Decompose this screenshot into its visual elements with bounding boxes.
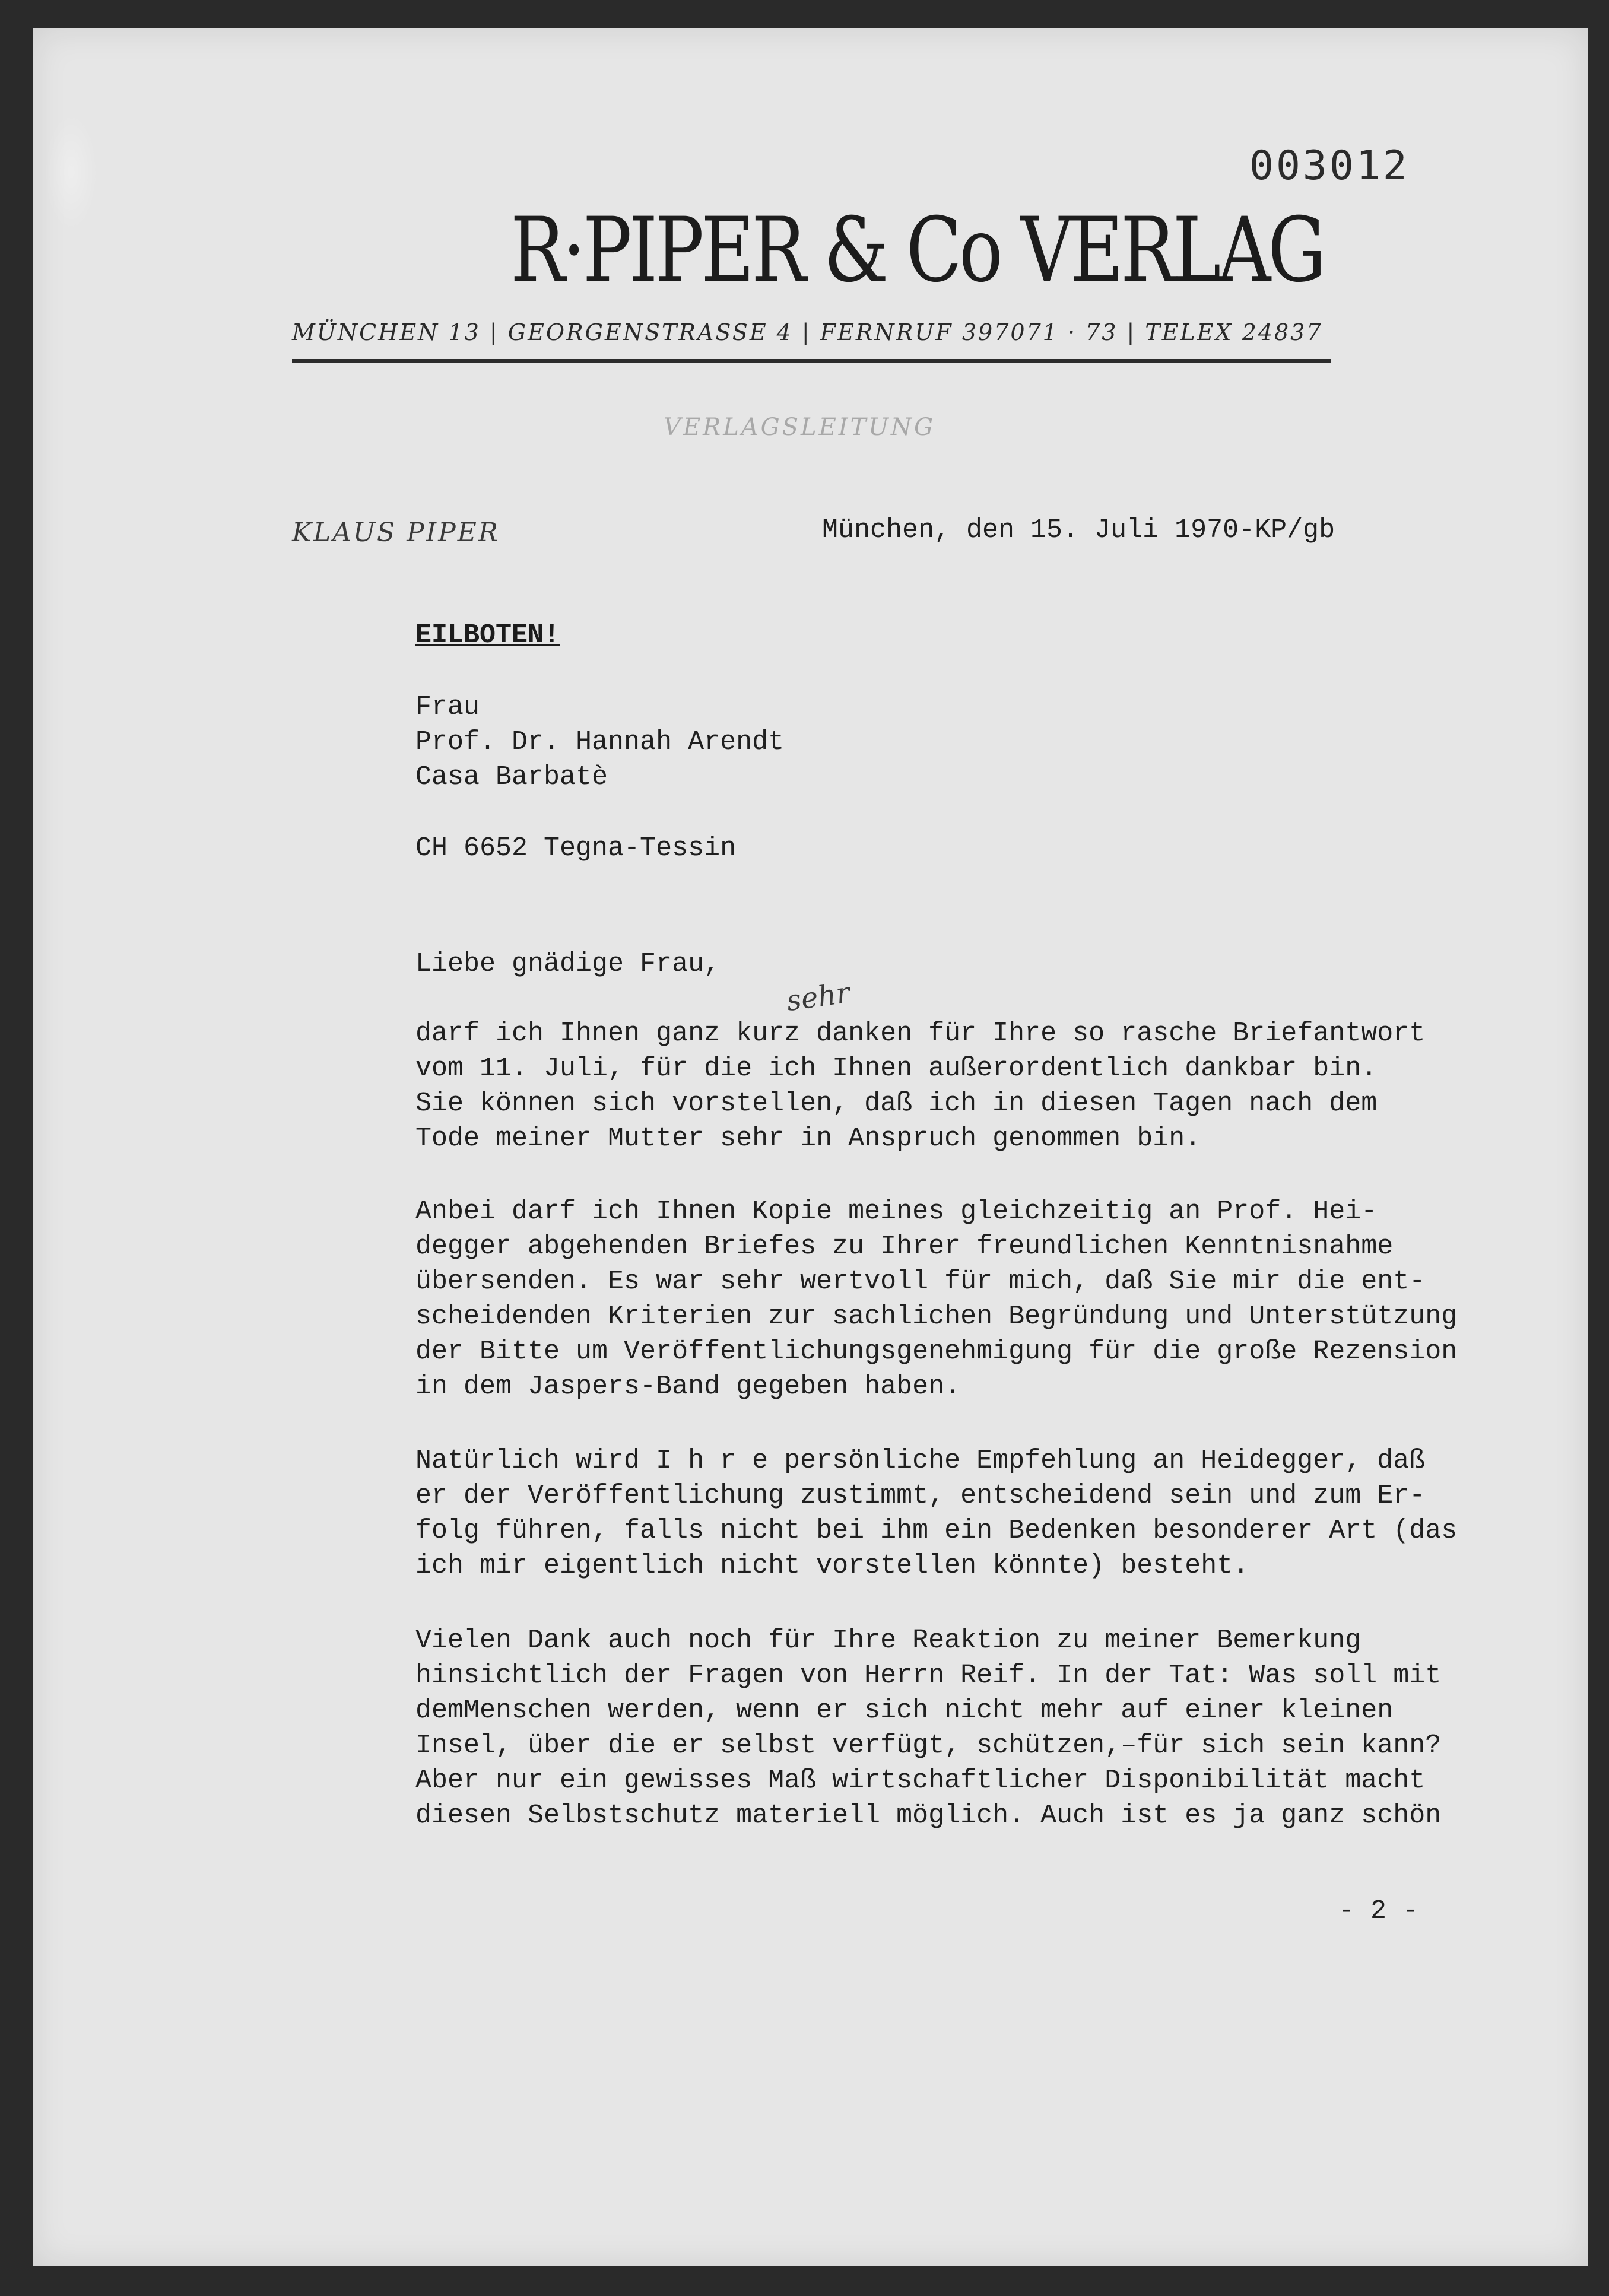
paragraph-line: Natürlich wird I h r e persönliche Empfehlung an Heidegger, daß <box>415 1446 1426 1476</box>
paragraph-line: Sie können sich vorstellen, daß ich in diesen Tagen nach dem <box>415 1088 1378 1119</box>
paragraph-line: diesen Selbstschutz materiell möglich. Auch ist es ja ganz schön <box>415 1800 1442 1831</box>
paragraph-1 <box>415 1016 1484 1156</box>
paragraph-line: folg führen, falls nicht bei ihm ein Bedenken besonderer Art (das <box>415 1516 1458 1546</box>
publisher-logo: R·PIPER & Co VERLAG <box>510 199 1324 302</box>
greeting-block <box>415 947 1484 982</box>
letterhead-divider <box>292 359 1331 363</box>
paragraph-line: ich mir eigentlich nicht vorstellen könnte) besteht. <box>415 1551 1249 1581</box>
paragraph-4 <box>415 1623 1484 1833</box>
paragraph-line: Anbei darf ich Ihnen Kopie meines gleichzeitig an Prof. Hei- <box>415 1196 1378 1227</box>
paragraph-line: vom 11. Juli, für die ich Ihnen außerordentlich dankbar bin. <box>415 1053 1378 1084</box>
handwritten-insert: sehr <box>784 976 852 1018</box>
paragraph-3 <box>415 1443 1484 1583</box>
recipient-block <box>415 690 1484 795</box>
greeting: Liebe gnädige Frau, <box>415 949 721 979</box>
paragraph-line: Aber nur ein gewisses Maß wirtschaftlicher Disponibilität macht <box>415 1765 1426 1796</box>
delivery-note: EILBOTEN! <box>415 620 560 650</box>
paragraph-line: Tode meiner Mutter sehr in Anspruch genommen bin. <box>415 1123 1201 1154</box>
paragraph-line: hinsichtlich der Fragen von Herrn Reif. In der Tat: Was soll mit <box>415 1660 1442 1691</box>
embossed-stamp-mark <box>45 113 98 231</box>
dateline: München, den 15. Juli 1970-KP/gb <box>822 515 1335 545</box>
page-number: - 2 - <box>1338 1896 1419 1926</box>
recipient-name: Prof. Dr. Hannah Arendt <box>415 727 785 757</box>
paragraph-line: darf ich Ihnen ganz kurz danken für Ihre so rasche Briefantwort <box>415 1018 1426 1049</box>
sender-name: KLAUS PIPER <box>292 517 500 548</box>
paragraph-line: der Bitte um Veröffentlichungsgenehmigung für die große Rezension <box>415 1336 1458 1367</box>
paragraph-line: in dem Jaspers-Band gegeben haben. <box>415 1371 961 1402</box>
archive-number: 003012 <box>1249 142 1410 189</box>
recipient-title: Frau <box>415 692 480 722</box>
recipient-house: Casa Barbatè <box>415 762 608 792</box>
recipient-city: CH 6652 Tegna-Tessin <box>415 833 737 863</box>
paragraph-2 <box>415 1194 1484 1404</box>
paragraph-line: demMenschen werden, wenn er sich nicht mehr auf einer kleinen <box>415 1695 1394 1726</box>
department-label: VERLAGSLEITUNG <box>664 414 935 441</box>
recipient-city-block <box>415 831 1484 866</box>
paragraph-line: Insel, über die er selbst verfügt, schützen,–für sich sein kann? <box>415 1730 1442 1761</box>
paragraph-line: übersenden. Es war sehr wertvoll für mich, daß Sie mir die ent- <box>415 1266 1426 1297</box>
paragraph-line: er der Veröffentlichung zustimmt, entscheidend sein und zum Er- <box>415 1481 1426 1511</box>
paragraph-line: degger abgehenden Briefes zu Ihrer freundlichen Kenntnisnahme <box>415 1231 1394 1262</box>
paragraph-line: scheidenden Kriterien zur sachlichen Begründung und Unterstützung <box>415 1301 1458 1332</box>
letterhead-address: MÜNCHEN 13 | GEORGENSTRASSE 4 | FERNRUF 397071 · 73 | TELEX 24837 <box>292 319 1323 345</box>
paragraph-line: Vielen Dank auch noch für Ihre Reaktion zu meiner Bemerkung <box>415 1625 1362 1656</box>
